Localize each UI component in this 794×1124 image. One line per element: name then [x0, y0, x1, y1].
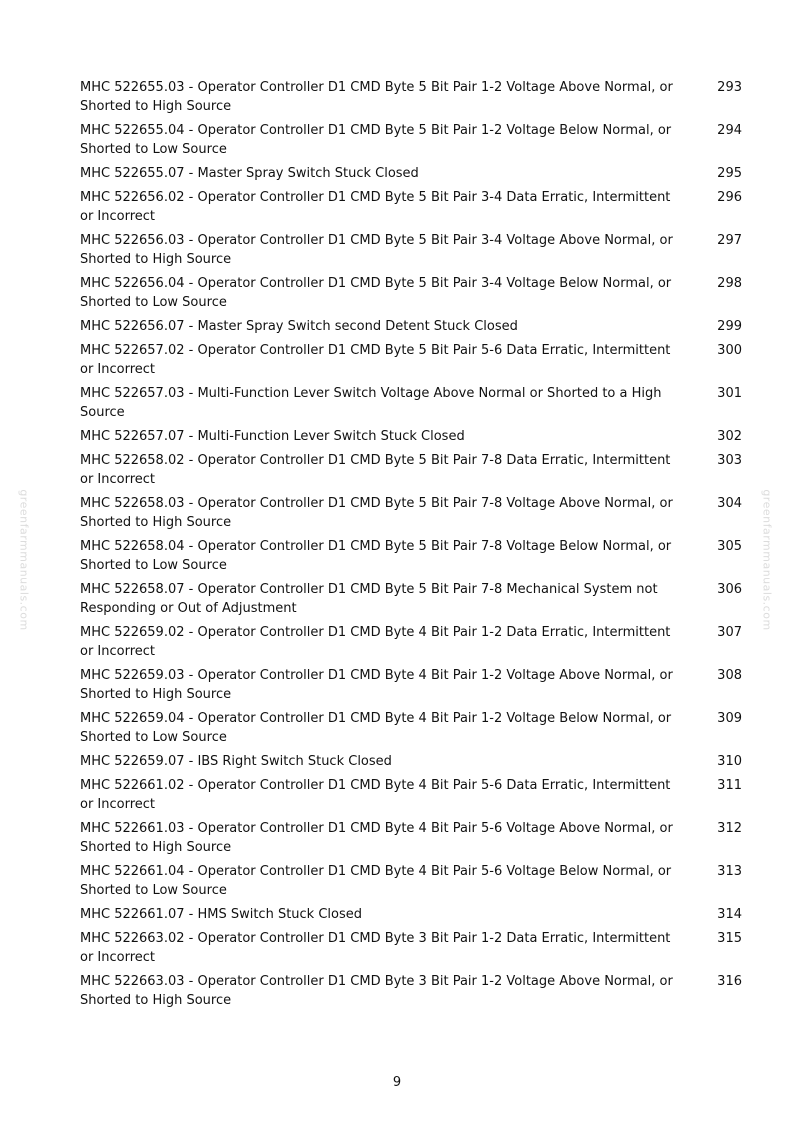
- toc-entry[interactable]: [80, 580, 742, 618]
- toc-entry-page: 310: [717, 754, 742, 769]
- toc-entry-page: 294: [717, 123, 742, 138]
- toc-entry-page: 293: [717, 80, 742, 95]
- toc-entry-page: 301: [717, 386, 742, 401]
- toc-entry-title: MHC 522661.07 - HMS Switch Stuck Closed: [80, 907, 363, 922]
- toc-entry-page: 296: [717, 190, 742, 205]
- toc-entry-title: MHC 522657.02 - Operator Controller D1 CMD Byte 5 Bit Pair 5-6 Data Erratic, Intermittent or Incorrect: [80, 343, 671, 377]
- toc-entry-title: MHC 522659.02 - Operator Controller D1 CMD Byte 4 Bit Pair 1-2 Data Erratic, Intermittent or Incorrect: [80, 625, 671, 659]
- toc-entry-title: MHC 522656.02 - Operator Controller D1 CMD Byte 5 Bit Pair 3-4 Data Erratic, Intermittent or Incorrect: [80, 190, 671, 224]
- toc-entry-page: 312: [717, 821, 742, 836]
- toc-entry-page: 304: [717, 496, 742, 511]
- toc-entry-page: 297: [717, 233, 742, 248]
- toc-entry-title: MHC 522659.03 - Operator Controller D1 CMD Byte 4 Bit Pair 1-2 Voltage Above Normal, or Shorted to High Source: [80, 668, 673, 702]
- toc-entry-page: 315: [717, 931, 742, 946]
- toc-entry[interactable]: [80, 819, 742, 857]
- toc-entry-title: MHC 522657.03 - Multi-Function Lever Switch Voltage Above Normal or Shorted to a High Source: [80, 386, 662, 420]
- toc-entry-title: MHC 522656.04 - Operator Controller D1 CMD Byte 5 Bit Pair 3-4 Voltage Below Normal, or Shorted to Low Source: [80, 276, 672, 310]
- toc-entry[interactable]: [80, 164, 742, 183]
- toc-entry-page: 302: [717, 429, 742, 444]
- toc-entry[interactable]: [80, 451, 742, 489]
- toc-entry-title: MHC 522659.07 - IBS Right Switch Stuck Closed: [80, 754, 392, 769]
- toc-entry[interactable]: [80, 231, 742, 269]
- toc-entry[interactable]: [80, 972, 742, 1010]
- toc-entry[interactable]: [80, 623, 742, 661]
- toc-entry[interactable]: [80, 709, 742, 747]
- toc-entry-title: MHC 522655.03 - Operator Controller D1 CMD Byte 5 Bit Pair 1-2 Voltage Above Normal, or Shorted to High Source: [80, 80, 673, 114]
- toc-entry-page: 308: [717, 668, 742, 683]
- toc-entry-page: 314: [717, 907, 742, 922]
- toc-entry-page: 300: [717, 343, 742, 358]
- toc-entry-title: MHC 522659.04 - Operator Controller D1 CMD Byte 4 Bit Pair 1-2 Voltage Below Normal, or Shorted to Low Source: [80, 711, 672, 745]
- toc-entry-title: MHC 522658.03 - Operator Controller D1 CMD Byte 5 Bit Pair 7-8 Voltage Above Normal, or Shorted to High Source: [80, 496, 673, 530]
- toc-entry[interactable]: [80, 78, 742, 116]
- toc-entry-page: 303: [717, 453, 742, 468]
- watermark-left: greenfarmmanuals.com: [17, 489, 31, 631]
- toc-entry[interactable]: [80, 537, 742, 575]
- toc-entry[interactable]: [80, 121, 742, 159]
- toc-entry-page: 309: [717, 711, 742, 726]
- toc-entry-title: MHC 522655.07 - Master Spray Switch Stuck Closed: [80, 166, 419, 181]
- toc-entry[interactable]: [80, 494, 742, 532]
- watermark-right: greenfarmmanuals.com: [760, 489, 774, 631]
- toc-entry-page: 307: [717, 625, 742, 640]
- toc-entry[interactable]: [80, 905, 742, 924]
- toc-entry-title: MHC 522658.07 - Operator Controller D1 CMD Byte 5 Bit Pair 7-8 Mechanical System not Responding or Out of Adjustment: [80, 582, 658, 616]
- table-of-contents: [80, 78, 742, 1015]
- toc-entry-page: 305: [717, 539, 742, 554]
- toc-entry-page: 298: [717, 276, 742, 291]
- toc-entry[interactable]: [80, 274, 742, 312]
- toc-entry[interactable]: [80, 666, 742, 704]
- toc-entry[interactable]: [80, 776, 742, 814]
- toc-entry-title: MHC 522656.07 - Master Spray Switch second Detent Stuck Closed: [80, 319, 518, 334]
- toc-entry[interactable]: [80, 317, 742, 336]
- toc-entry-page: 306: [717, 582, 742, 597]
- toc-entry-page: 316: [717, 974, 742, 989]
- toc-entry-title: MHC 522663.02 - Operator Controller D1 CMD Byte 3 Bit Pair 1-2 Data Erratic, Intermittent or Incorrect: [80, 931, 671, 965]
- toc-entry[interactable]: [80, 188, 742, 226]
- toc-entry-title: MHC 522663.03 - Operator Controller D1 CMD Byte 3 Bit Pair 1-2 Voltage Above Normal, or Shorted to High Source: [80, 974, 673, 1008]
- toc-entry-title: MHC 522661.02 - Operator Controller D1 CMD Byte 4 Bit Pair 5-6 Data Erratic, Intermittent or Incorrect: [80, 778, 671, 812]
- toc-entry-title: MHC 522655.04 - Operator Controller D1 CMD Byte 5 Bit Pair 1-2 Voltage Below Normal, or Shorted to Low Source: [80, 123, 672, 157]
- toc-entry-title: MHC 522658.04 - Operator Controller D1 CMD Byte 5 Bit Pair 7-8 Voltage Below Normal, or Shorted to Low Source: [80, 539, 672, 573]
- toc-entry-title: MHC 522657.07 - Multi-Function Lever Switch Stuck Closed: [80, 429, 465, 444]
- toc-entry-title: MHC 522661.04 - Operator Controller D1 CMD Byte 4 Bit Pair 5-6 Voltage Below Normal, or Shorted to Low Source: [80, 864, 672, 898]
- toc-entry-page: 311: [717, 778, 742, 793]
- toc-entry-page: 299: [717, 319, 742, 334]
- toc-entry[interactable]: [80, 341, 742, 379]
- toc-entry-page: 313: [717, 864, 742, 879]
- page-number: 9: [392, 1075, 402, 1090]
- toc-entry[interactable]: [80, 427, 742, 446]
- toc-entry-page: 295: [717, 166, 742, 181]
- toc-entry[interactable]: [80, 929, 742, 967]
- toc-entry[interactable]: [80, 752, 742, 771]
- toc-entry-title: MHC 522661.03 - Operator Controller D1 CMD Byte 4 Bit Pair 5-6 Voltage Above Normal, or Shorted to High Source: [80, 821, 673, 855]
- toc-entry[interactable]: [80, 862, 742, 900]
- toc-entry-title: MHC 522656.03 - Operator Controller D1 CMD Byte 5 Bit Pair 3-4 Voltage Above Normal, or Shorted to High Source: [80, 233, 673, 267]
- toc-entry[interactable]: [80, 384, 742, 422]
- toc-entry-title: MHC 522658.02 - Operator Controller D1 CMD Byte 5 Bit Pair 7-8 Data Erratic, Intermittent or Incorrect: [80, 453, 671, 487]
